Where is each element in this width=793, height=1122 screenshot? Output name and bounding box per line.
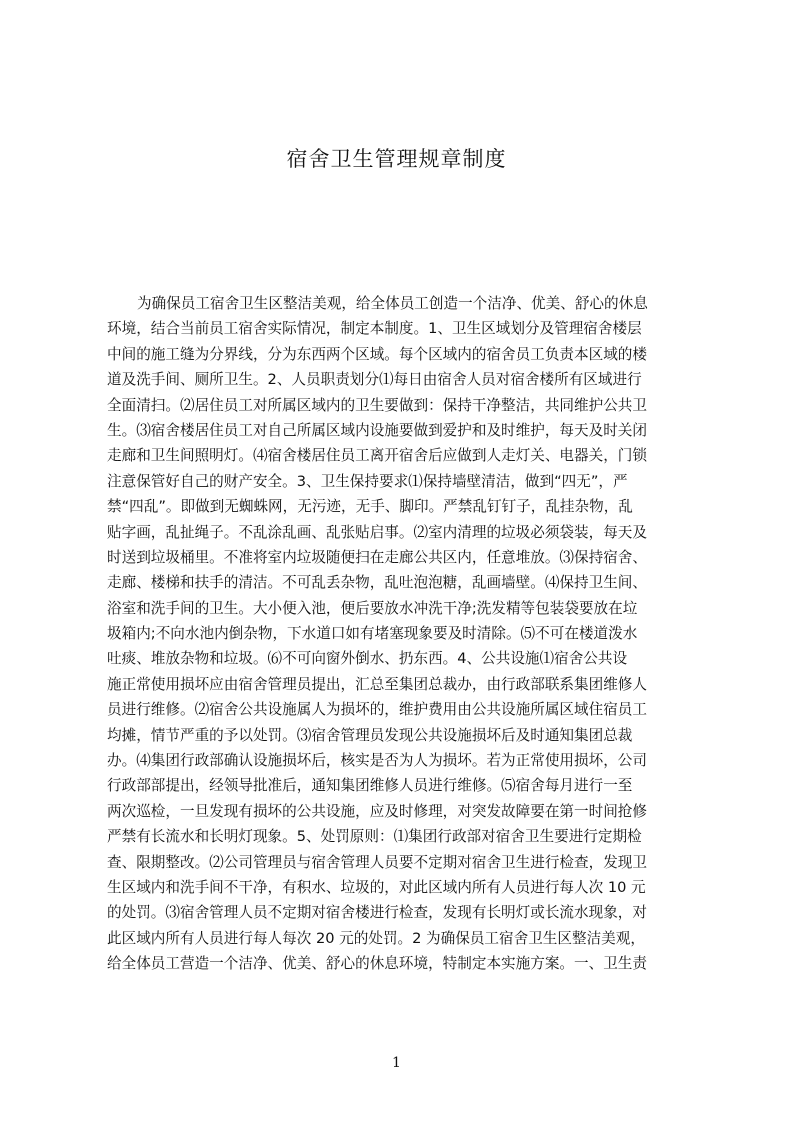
body-line: 走廊、楼梯和扶手的清洁。不可乱丢杂物，乱吐泡泡糖，乱画墙壁。⑷保持卫生间、: [107, 574, 647, 592]
body-line: 查、限期整改。⑵公司管理员与宿舍管理人员要不定期对宿舍卫生进行检查，发现卫: [107, 853, 647, 871]
body-line: 注意保管好自己的财产安全。3、卫生保持要求⑴保持墙壁清洁，做到“四无”，严: [107, 472, 628, 490]
body-line: 禁“四乱”。即做到无蜘蛛网，无污迹，无手、脚印。严禁乱钉钉子，乱挂杂物，乱: [107, 498, 633, 516]
body-line: 行政部部提出，经领导批准后，通知集团维修人员进行维修。⑸宿舍每月进行一至: [107, 777, 633, 795]
body-line: 全面清扫。⑵居住员工对所属区域内的卫生要做到：保持干净整洁，共同维护公共卫: [107, 396, 647, 414]
body-line: 两次巡检，一旦发现有损坏的公共设施，应及时修理，对突发故障要在第一时间抢修: [107, 802, 647, 820]
body-line: 给全体员工营造一个洁净、优美、舒心的休息环境，特制定本实施方案。一、卫生责: [107, 955, 647, 973]
body-line: 均摊，情节严重的予以处罚。⑶宿舍管理员发现公共设施损坏后及时通知集团总裁: [107, 726, 633, 744]
body-line: 浴室和洗手间的卫生。大小便入池，便后要放水冲洗干净;洗发精等包装袋要放在垃: [107, 599, 638, 617]
document-body: [107, 291, 698, 1031]
body-line: 严禁有长流水和长明灯现象。5、处罚原则：⑴集团行政部对宿舍卫生要进行定期检: [107, 828, 642, 846]
body-line: 生。⑶宿舍楼居住员工对自己所属区域内设施要做到爱护和及时维护，每天及时关闭: [107, 421, 647, 439]
body-line: 施正常使用损坏应由宿舍管理员提出，汇总至集团总裁办，由行政部联系集团维修人: [107, 675, 647, 693]
body-line: 为确保员工宿舍卫生区整洁美观，给全体员工创造一个洁净、优美、舒心的休息: [137, 295, 648, 312]
body-line: 走廊和卫生间照明灯。⑷宿舍楼居住员工离开宿舍后应做到人走灯关、电器关，门锁: [107, 447, 647, 465]
page-number: 1: [392, 1055, 401, 1071]
body-line: 此区域内所有人员进行每人每次 20 元的处罚。2 为确保员工宿舍卫生区整洁美观，: [107, 929, 645, 947]
body-line: 圾箱内;不向水池内倒杂物，下水道口如有堵塞现象要及时清除。⑸不可在楼道泼水: [107, 625, 638, 643]
body-line: 中间的施工缝为分界线，分为东西两个区域。每个区域内的宿舍员工负责本区域的楼: [107, 345, 647, 363]
body-line: 的处罚。⑶宿舍管理人员不定期对宿舍楼进行检查，发现有长明灯或长流水现象，对: [107, 904, 647, 922]
body-line: 环境，结合当前员工宿舍实际情况，制定本制度。1、卫生区域划分及管理宿舍楼层: [107, 320, 642, 338]
body-line: 吐痰、堆放杂物和垃圾。⑹不可向窗外倒水、扔东西。4、公共设施⑴宿舍公共设: [107, 650, 628, 668]
document-title: 宿舍卫生管理规章制度: [286, 147, 507, 171]
body-line: 贴字画，乱扯绳子。不乱涂乱画、乱张贴启事。⑵室内清理的垃圾必须袋装，每天及: [107, 523, 647, 541]
body-line: 员进行维修。⑵宿舍公共设施属人为损坏的，维护费用由公共设施所属区域住宿员工: [107, 701, 647, 719]
body-line: 道及洗手间、厕所卫生。2、人员职责划分⑴每日由宿舍人员对宿舍楼所有区域进行: [107, 371, 642, 389]
body-line: 生区域内和洗手间不干净，有积水、垃圾的，对此区域内所有人员进行每人次 10 元: [107, 878, 646, 896]
body-line: 时送到垃圾桶里。不准将室内垃圾随便扫在走廊公共区内，任意堆放。⑶保持宿舍、: [107, 548, 647, 566]
body-line: 办。⑷集团行政部确认设施损坏后，核实是否为人为损坏。若为正常使用损坏，公司: [107, 752, 647, 770]
